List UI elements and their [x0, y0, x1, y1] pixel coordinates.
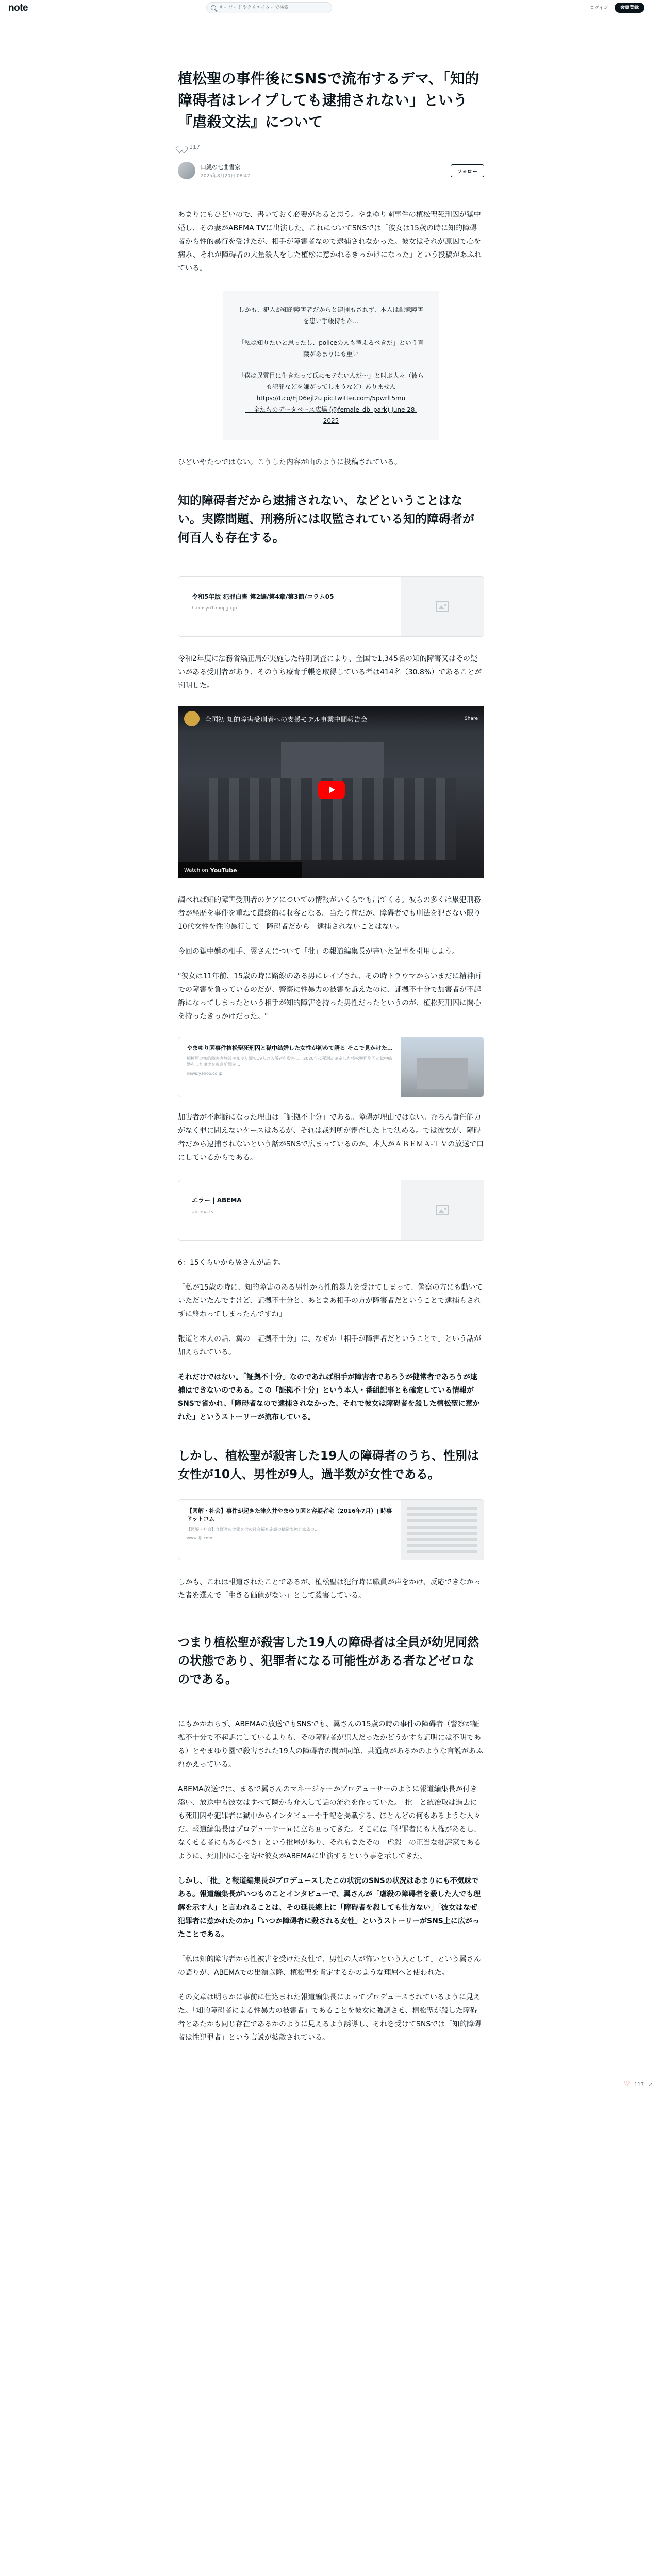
article-title: 植松聖の事件後にSNSで流布するデマ、「知的障碍者はレイプしても逮捕されない」という『虐殺文法』について: [178, 70, 479, 130]
news-card-domain: news.yahoo.co.jp: [187, 1071, 223, 1076]
login-link[interactable]: ログイン: [590, 6, 608, 11]
note-logo[interactable]: note: [8, 3, 28, 13]
link-card-jiji[interactable]: [178, 1499, 484, 1560]
search-input[interactable]: [219, 5, 322, 10]
heart-icon[interactable]: [178, 143, 185, 150]
paragraph-8: 「私が15歳の時に、知的障害のある男性から性的暴力を受けてしまって、警察の方にも動いていただいたんですけど、証拠不十分と、あとまあ相手の方が障害者だということで逮捕もされずに終わってしまったんですね」: [178, 1283, 483, 1318]
link-card-hakusyo[interactable]: [178, 576, 484, 637]
tweet-text-3: [238, 370, 424, 427]
tweet-text-2: 「私は知りたいと思ったし、policeの人も考えるべきだ」という言葉があまりにも重い: [238, 339, 424, 358]
paragraph-10: それだけではない。「証拠不十分」なのであれば相手が障害者であろうが健常者であろうが逮捕はできないのである。この「証拠不十分」という本人・番組記事とも確定している情報がSNSで省かれ、「障碍者なので逮捕されなかった、それで彼女は障碍者を殺した植松聖に惹かれた」というストーリーが流布している。: [178, 1373, 480, 1421]
tweet-text-1: しかも、犯人が知的障害者だからと逮捕もされず、本人は記憶障害を患い手帳持ちか…: [238, 306, 424, 325]
author-meta: [201, 163, 445, 179]
paragraph-6: 加害者が不起訴になった理由は「証拠不十分」である。障碍が理由ではない。むろん責任能力がなく罪に問えないケースはあるが、それは裁判所が審査した上で決める。では彼女が、障碍者だから逮捕されないという話がSNSで広まっているのか。本人がＡＢＥＭＡ-ＴＶの放送で口にしているからである。: [178, 1113, 484, 1162]
paragraph-9: 報道と本人の話、翼の「証拠不十分」に、なぜか「相手が障害者だということで」という話が加えられている。: [178, 1335, 481, 1357]
link-card-yahoo-news[interactable]: [178, 1037, 484, 1097]
share-icon[interactable]: ↗: [648, 2081, 653, 2088]
author-row: [178, 162, 484, 179]
signup-button[interactable]: 会員登録: [615, 3, 644, 13]
news-card-title: やまゆり園事件植松聖死刑囚と獄中結婚した女性が初めて語る そこで見かけた…: [187, 1045, 393, 1052]
link-card-title: 令和5年版 犯罪白書 第2編/第4章/第3節/コラム05: [192, 593, 334, 600]
image-placeholder-icon: [436, 601, 449, 612]
news-card-text: [178, 1037, 401, 1097]
paragraph-4: 今回の獄中婚の相手、翼さんについて「批」の報道編集長が書いた記事を引用しよう。: [178, 947, 459, 956]
tweet-text-3-body: 「僕は異質目に生きたって氏にモテないんだ〜」と叫ぶ人々（彼らも犯罪などを嫌がってしまうなど）ありません: [238, 372, 424, 391]
video-title[interactable]: 全国初 知的障害受刑者への支援モデル事業中間報告会: [205, 716, 368, 724]
post-date: 2025年8月20日 08:47: [201, 173, 250, 179]
author-name[interactable]: 口縄の七曲書家: [201, 163, 240, 171]
watch-on-youtube[interactable]: [178, 862, 302, 878]
jiji-card-description: 【図解・社会】容疑者の実態を含め社会福祉施設の構造実態と家族の…: [187, 1527, 319, 1532]
search-icon: [211, 5, 216, 10]
paragraph-7: 6：15くらいから翼さんが話す。: [178, 1259, 285, 1267]
intro-paragraph: あまりにもひどいので、書いておく必要があると思う。やまゆり園事件の植松聖死刑囚が獄中婚し、その妻がABEMA TVに出演した。これについてSNSでは「彼女は15歳の時に知的障碍者から性的暴行を受けたが、相手が障害者なので逮捕されなかった。彼女はそれが原因で心を病み、それが障碍者の大量殺人をした植松に惹かれるきっかけになった」という投稿があふれている。: [178, 211, 482, 273]
abema-card-thumbnail: [401, 1180, 484, 1240]
like-count: 117: [189, 143, 200, 150]
search-box[interactable]: [206, 2, 332, 13]
channel-avatar[interactable]: [184, 711, 200, 726]
jiji-card-domain: www.jiji.com: [187, 1536, 212, 1540]
link-card-text: [178, 577, 401, 636]
image-placeholder-icon: [436, 1205, 449, 1215]
link-card-thumbnail: [401, 577, 484, 636]
play-button-icon[interactable]: [318, 781, 345, 799]
video-scene-screen: [281, 742, 384, 778]
heading-3: つまり植松聖が殺害した19人の障碍者は全員が幼児同然の状態であり、犯罪者になる可能性がある者などゼロなのである。: [178, 1636, 479, 1686]
jiji-card-title: 【図解・社会】事件が起きた津久井やまゆり園と容疑者宅（2016年7月）| 時事ドットコム: [187, 1507, 392, 1522]
paragraph-13: ABEMA放送では、まるで翼さんのマネージャーかプロデューサーのように報道編集長が付き添い、放送中も彼女はすべて隣から介入して話の流れを作っていた。「批」と統治取は過去にも死刑囚や犯罪者に獄中からインタビューや手記を掲載する、ほとんどの何もあるような人々だ。報道編集長はプロデューサー同に立ち回ってきた。そこには「犯罪者にも人権があるし、なくせる者にもあるべき」という批屋があり、それもまたその「虐殺」の正当な批評家であるように、死刑囚に心を寄せ彼女がABEMAに出演するという事を示してきた。: [178, 1785, 481, 1860]
avatar[interactable]: [178, 162, 195, 179]
link-card-domain: hakusyo1.moj.go.jp: [192, 606, 237, 611]
paragraph-3: 調べれば知的障害受刑者のケアについての情報がいくらでも出てくる。彼らの多くは累犯刑務者が経歴を事件を重ねて最終的に収容となる。当たり前だが、障碍者でも刑法を犯さない限り10代女性を性的暴行して「障碍者だから」逮捕されないことはない。: [178, 896, 481, 931]
abema-card-domain: abema.tv: [192, 1210, 214, 1215]
abema-card-title: エラー | ABEMA: [192, 1197, 242, 1204]
abema-card-text: [178, 1180, 401, 1240]
youtube-logo: YouTube: [210, 867, 237, 874]
watch-on-label: Watch on: [184, 867, 208, 873]
youtube-embed[interactable]: [178, 706, 484, 878]
jiji-card-text: [178, 1500, 401, 1560]
tweet-link[interactable]: https://t.co/EjD6ejl2u pic.twitter.com/5pwrlt5mu: [256, 395, 406, 402]
embedded-tweet: [223, 291, 439, 440]
link-card-abema[interactable]: [178, 1180, 484, 1241]
news-card-description: 相模原の知的障害者施設やまゆり園で19人の入所者を殺害し、2020年に死刑が確定した植松聖死刑囚が獄中結婚をした事実を東京新聞が…: [187, 1056, 392, 1067]
like-row: [178, 143, 484, 150]
video-header: [178, 706, 484, 732]
floating-like-count: 117: [634, 2081, 644, 2088]
tweet-attribution[interactable]: — 全たちのデータベース広場 (@female_db_park) June 28, 2025: [245, 406, 417, 425]
paragraph-16: その文章は明らかに事前に仕込まれた報道編集長によってプロデュースされているように見えた。「知的障碍者による性暴力の被害者」であることを彼女に強調させ、植松聖が殺した障碍者とあたかも同じ存在であるかのように見えるよう誘導し、それを受けてSNSでは「知的障碍者は性犯罪者」という言説が拡散されている。: [178, 1993, 482, 2042]
heading-2: しかし、植松聖が殺害した19人の障碍者のうち、性別は女性が10人、男性が9人。過半数が女性である。: [178, 1449, 479, 1481]
paragraph-1: ひどいやたつではない。こうした内容が山のように投稿されている。: [178, 458, 402, 466]
paragraph-14: しかし、「批」と報道編集長がプロデュースしたこの状況のSNSの状況はあまりにも不気味である。報道編集長がいつものことインタビューで、翼さんが「虐殺の障碍者を殺した人でも理解を示す人」と言われることは、その延長線上に「障碍者を殺しても仕方ない」「彼女はなぜ犯罪者に惹かれたのか」「いつか障碍者に殺される女性」というストーリーがSNS上に広がったことである。: [178, 1877, 481, 1939]
site-header: [0, 0, 662, 15]
share-button[interactable]: Share: [465, 716, 478, 721]
floating-actions: [624, 2081, 652, 2088]
floating-heart-icon[interactable]: ♡: [624, 2080, 630, 2088]
paragraph-11: しかも、これは報道されたことであるが、植松聖は犯行時に職員が声をかけ、反応できなかった者を選んで「生きる価値がない」として殺害している。: [178, 1578, 481, 1600]
follow-button[interactable]: フォロー: [451, 164, 485, 177]
paragraph-5: "彼女は11年前、15歳の時に路線のある男にレイプされ、その時トラウマからいまだに精神面での障害を負っているのだが、警察に性暴力の被害を訴えたのに、証拠不十分で加害者が不起訴になってしまったという相手が知的障害を持った男性だったというのが、植松死刑囚に関心を持ったきっかけだった。": [178, 972, 481, 1021]
paragraph-15: 「私は知的障害者から性被害を受けた女性で、男性の人が怖いという人として」という翼さんの語りが、ABEMAでの出演以降、植松聖を肯定するかのような理屈へと使われた。: [178, 1955, 481, 1977]
heading-1: 知的障碍者だから逮捕されない、などということはない。実際問題、刑務所には収監されている知的障碍者が何百人も存在する。: [178, 494, 474, 545]
article: [178, 68, 484, 2044]
news-card-photo: [401, 1037, 484, 1097]
paragraph-12: にもかかわらず、ABEMAの放送でもSNSでも、翼さんの15歳の時の事件の障碍者（警察が証拠不十分で不起訴にしているよりも、その障碍者が犯人だったかどうかすら証明には不明である）とやまゆり園で殺害された19人の障碍者の間が同筆、共通点があるかのような言説があふれかえっている。: [178, 1720, 483, 1769]
jiji-card-map: [401, 1500, 484, 1560]
paragraph-2: 令和2年度に法務省矯正局が実施した特別調査により、全国で1,345名の知的障害又はその疑いがある受刑者があり、そのうち療育手帳を取得している者は414名（30.8%）であることが判明した。: [178, 655, 482, 690]
